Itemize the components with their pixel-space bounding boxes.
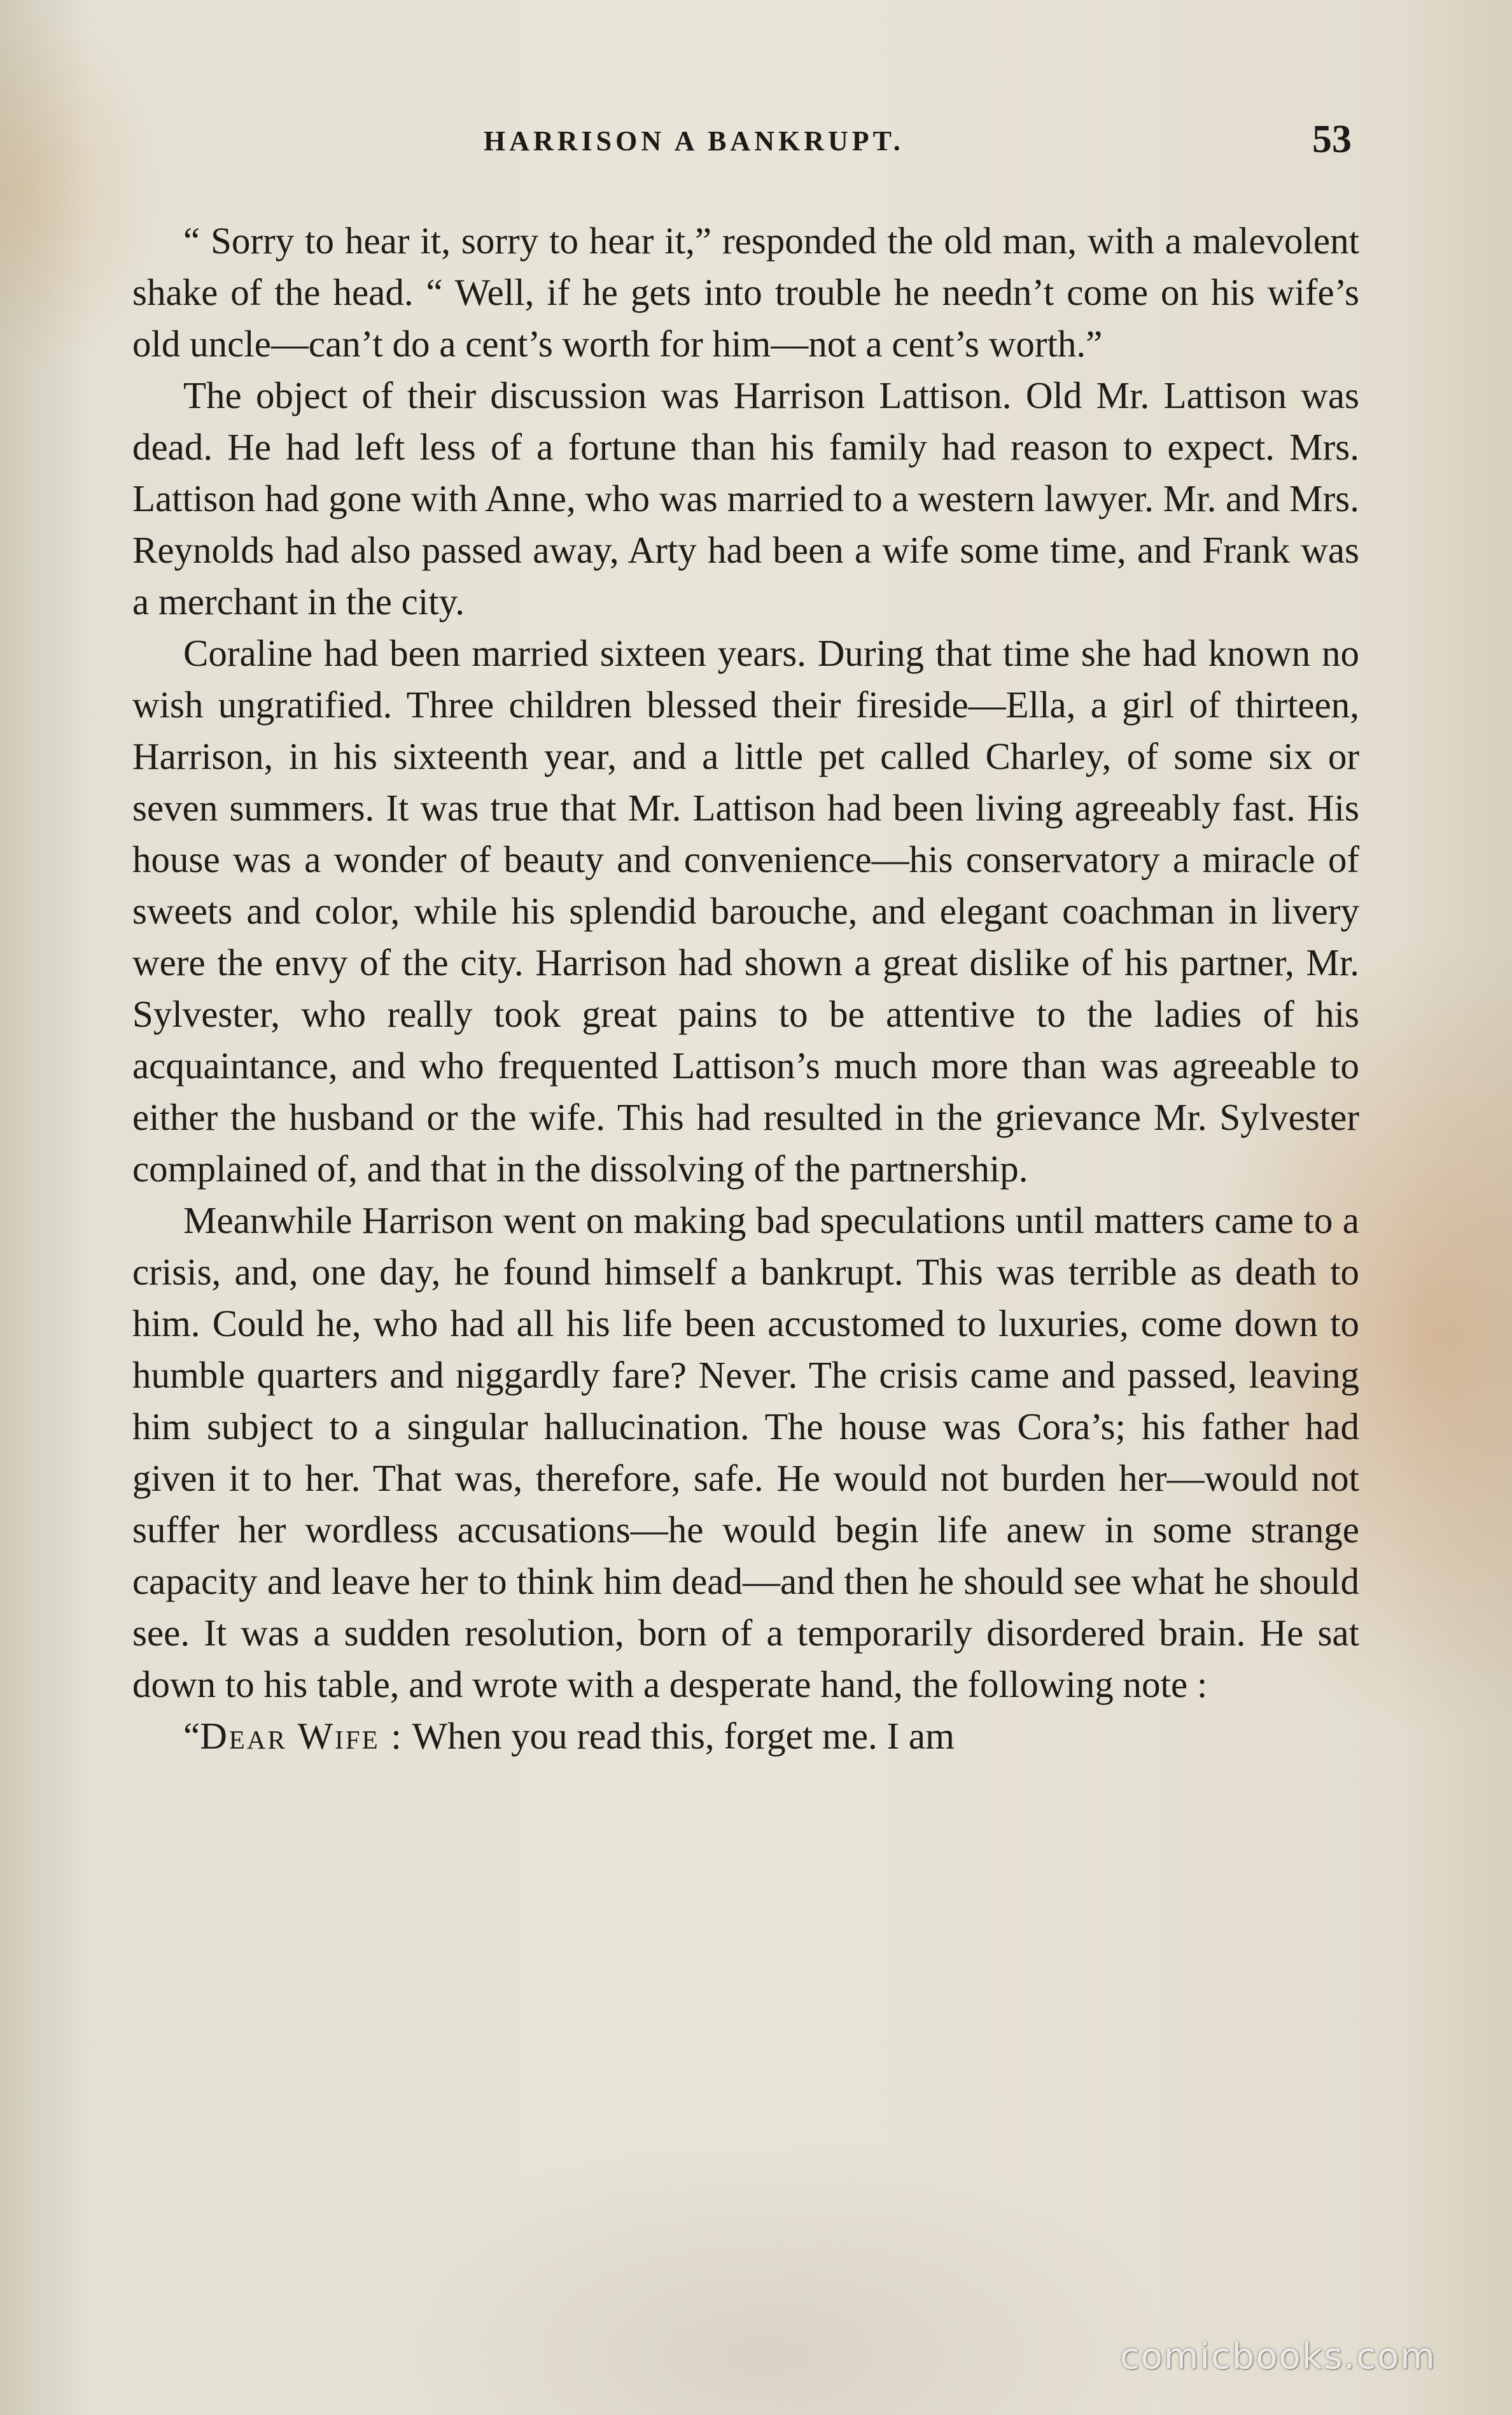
watermark: comicbooks.com	[1120, 2336, 1437, 2377]
paragraph-2: The object of their discussion was Harrison Lattison. Old Mr. Lattison was dead. He had left less of a fortune than his family had reason to expect. Mrs. Lattison had gone with Anne, who was married to a western lawyer. Mr. and Mrs. Reynolds had also passed away, Arty had been a wife some time, and Frank was a merchant in the city.	[132, 374, 1359, 623]
letter-salutation: Dear Wife :	[200, 1715, 403, 1757]
paragraph-4: Meanwhile Harrison went on making bad speculations until matters came to a crisis, and, one day, he found himself a bankrupt. This was terrible as death to him. Could he, who had all his life been accustomed to luxuries, come down to humble quarters and niggardly fare? Never. The crisis came and passed, leaving him subject to a singular hallucination. The house was Cora’s; his father had given it to her. That was, therefore, safe. He would not burden her—would not suffer her wordless accusations—he would begin life anew in some strange capacity and leave her to think him dead—and then he should see what he should see. It was a sudden resolution, born of a temporarily disordered brain. He sat down to his table, and wrote with a desperate hand, the following note :	[132, 1199, 1359, 1705]
page-number: 53	[1312, 118, 1352, 161]
running-head	[0, 118, 1512, 163]
paragraph-3: Coraline had been married sixteen years. During that time she had known no wish ungratified. Three children blessed their fireside—Ella, a girl of thirteen, Harrison, in his sixteenth year, and a little pet called Charley, of some six or seven summers. It was true that Mr. Lattison had been living agreeably fast. His house was a wonder of beauty and convenience—his conservatory a miracle of sweets and color, while his splendid barouche, and elegant coachman in livery were the envy of the city. Harrison had shown a great dislike of his partner, Mr. Sylvester, who really took great pains to be attentive to the ladies of his acquaintance, and who frequented Lattison’s much more than was agreeable to either the husband or the wife. This had resulted in the grievance Mr. Sylvester complained of, and that in the dissolving of the partnership.	[132, 632, 1359, 1190]
letter-opening: “Dear Wife : When you read this, forget me. I am	[183, 1715, 955, 1757]
running-title: HARRISON A BANKRUPT.	[484, 125, 904, 157]
letter-text: When you read this, forget me. I am	[412, 1715, 955, 1757]
paragraph-1: “ Sorry to hear it, sorry to hear it,” responded the old man, with a malevolent shake of the head. “ Well, if he gets into trouble he needn’t come on his wife’s old uncle—can’t do a cent’s worth for him—not a cent’s worth.”	[132, 220, 1359, 365]
body-text	[132, 215, 1359, 1762]
